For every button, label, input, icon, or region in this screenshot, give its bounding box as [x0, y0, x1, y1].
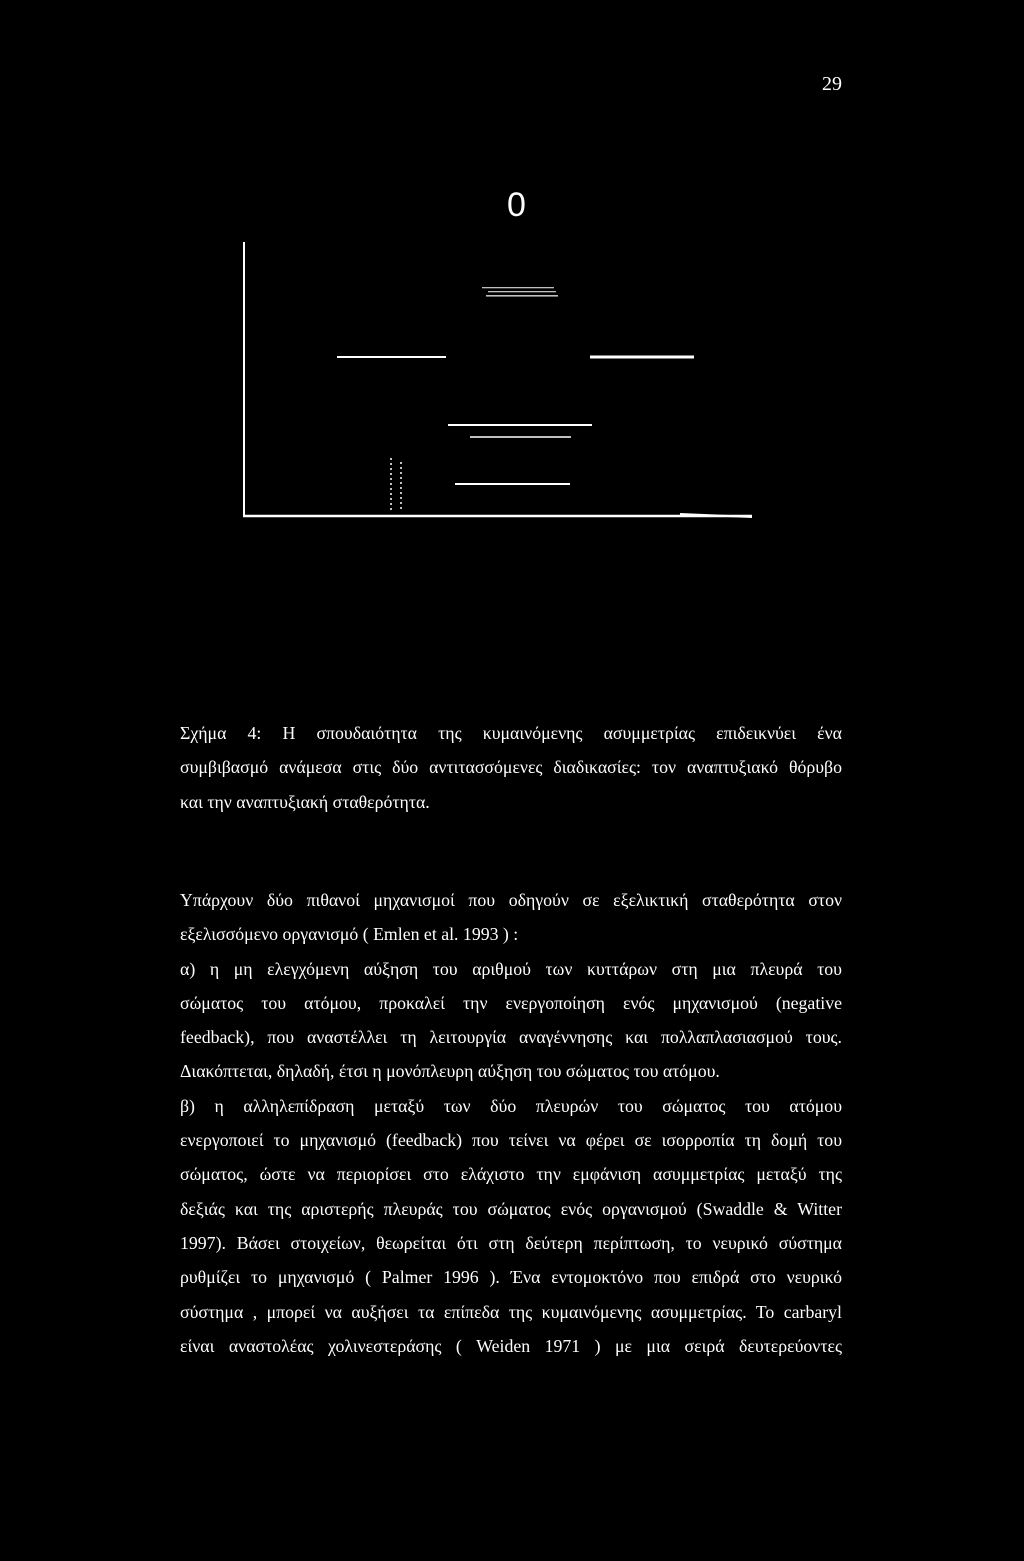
body-line: ρυθμίζει το μηχανισμό ( Palmer 1996 ). Ένα εντομοκτόνο που επιδρά στο νευρικό	[180, 1267, 842, 1288]
body-line: δεξιάς και της αριστερής πλευράς του σώματος ενός οργανισμού (Swaddle & Witter	[180, 1198, 842, 1219]
body-line: εξελισσόμενο οργανισμό ( Emlen et al. 1993 ) :	[180, 924, 519, 945]
caption-line: και την αναπτυξιακή σταθερότητα.	[180, 791, 430, 812]
body-line: β) η αλληλεπίδραση μεταξύ των δύο πλευρών του σώματος του ατόμου	[180, 1095, 842, 1116]
body-text	[180, 883, 842, 1363]
body-line: σώματος του ατόμου, προκαλεί την ενεργοποίηση ενός μηχανισμού (negative	[180, 992, 842, 1013]
figure-label: 0	[507, 186, 526, 224]
figure	[0, 0, 1024, 560]
body-line: feedback), που αναστέλλει τη λειτουργία αναγέννησης και πολλαπλασιασμού τους.	[180, 1027, 842, 1048]
body-line: α) η μη ελεγχόμενη αύξηση του αριθμού των κυττάρων στη μια πλευρά του	[180, 958, 842, 979]
body-line: Διακόπτεται, δηλαδή, έτσι η μονόπλευρη αύξηση του σώματος του ατόμου.	[180, 1061, 720, 1082]
figure-drawing	[0, 0, 1024, 560]
figure-caption	[180, 716, 842, 819]
body-line: σώματος, ώστε να περιορίσει στο ελάχιστο την εμφάνιση ασυμμετρίας μεταξύ της	[180, 1164, 842, 1185]
figure-top-marks	[482, 287, 558, 297]
body-line: Υπάρχουν δύο πιθανοί μηχανισμοί που οδηγούν σε εξελικτική σταθερότητα στον	[180, 890, 842, 910]
page-number: 29	[822, 73, 842, 95]
caption-line: Σχήμα 4: Η σπουδαιότητα της κυμαινόμενης ασυμμετρίας επιδεικνύει ένα	[180, 723, 842, 743]
body-line: 1997). Βάσει στοιχείων, θεωρείται ότι στη δεύτερη περίπτωση, το νευρικό σύστημα	[180, 1232, 842, 1253]
caption-line: συμβιβασμό ανάμεσα στις δύο αντιτασσόμενες διαδικασίες: τον αναπτυξιακό θόρυβο	[180, 757, 842, 778]
body-line: ενεργοποιεί το μηχανισμό (feedback) που τείνει να φέρει σε ισορροπία τη δομή του	[180, 1130, 842, 1151]
body-line: σύστημα , μπορεί να αυξήσει τα επίπεδα της κυμαινόμενης ασυμμετρίας. Το carbaryl	[180, 1301, 842, 1322]
body-line: είναι αναστολέας χολινεστεράσης ( Weiden 1971 ) με μια σειρά δευτερεύοντες	[180, 1335, 842, 1356]
